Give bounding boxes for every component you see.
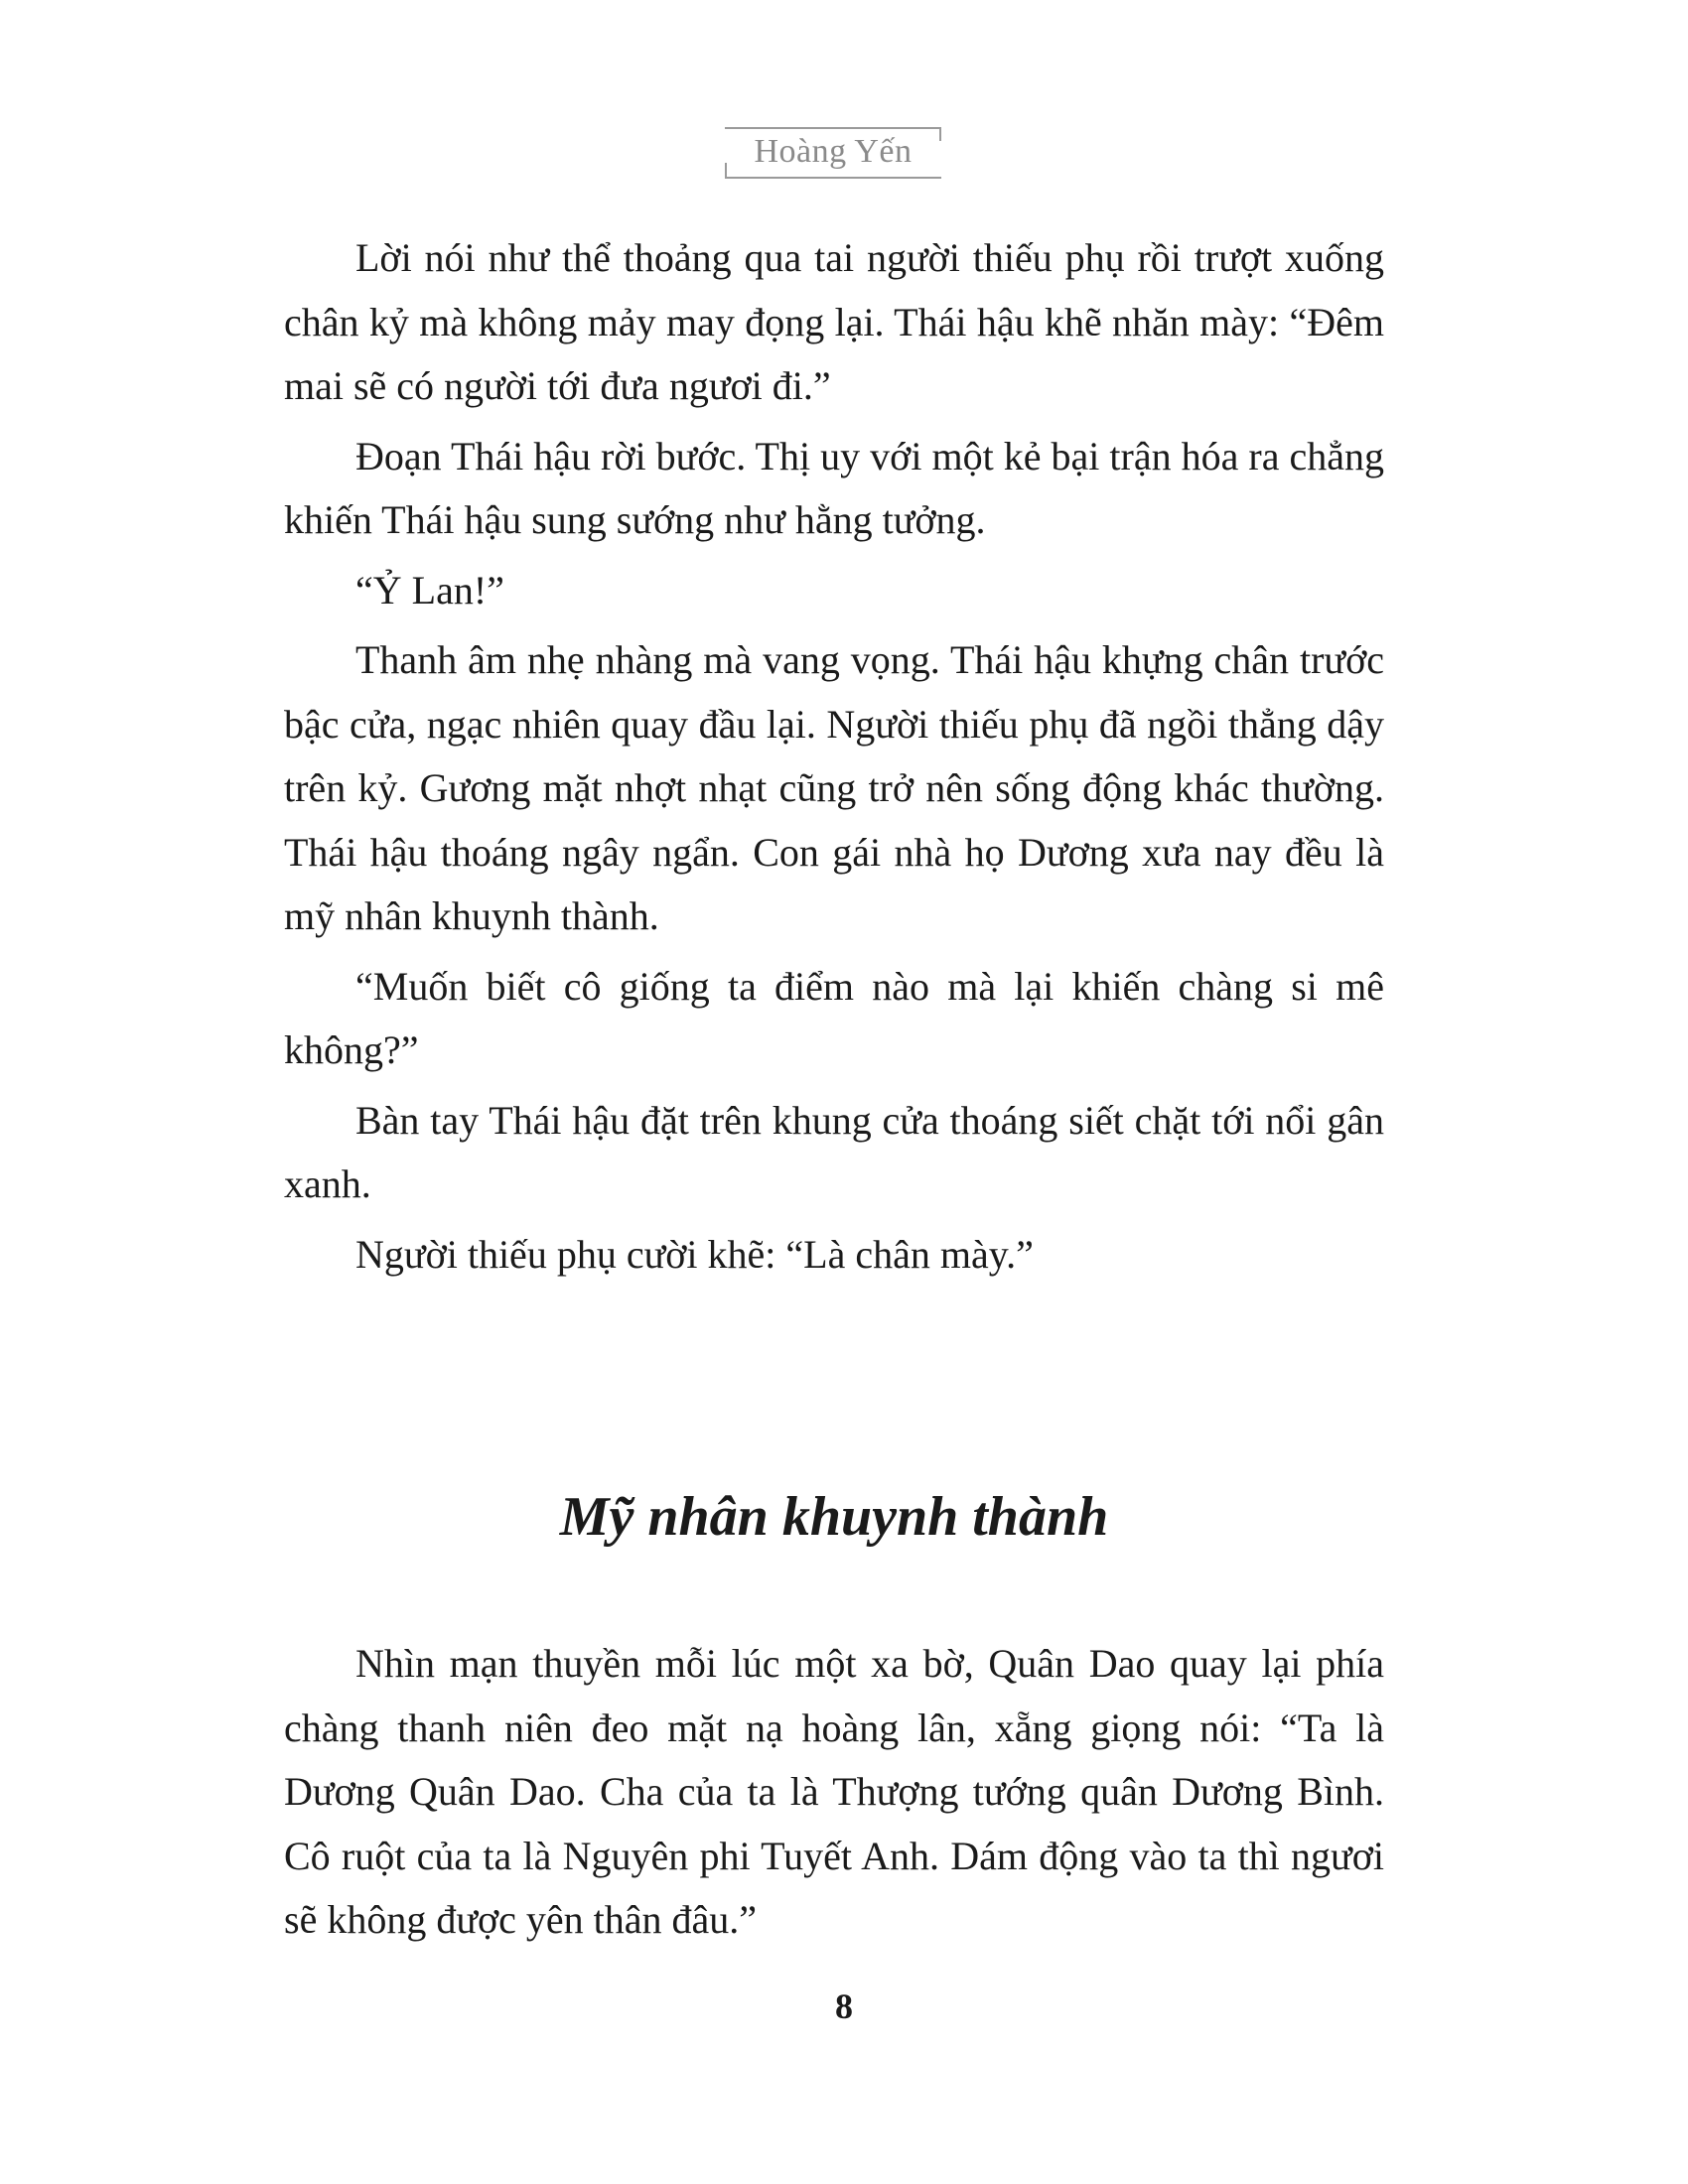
paragraph: Nhìn mạn thuyền mỗi lúc một xa bờ, Quân Dao quay lại phía chàng thanh niên đeo mặt nạ hoàng lân, xẵng giọng nói: “Ta là Dương Quân Dao. Cha của ta là Thượng tướng quân Dương Bình. Cô ruột của ta là Nguyên phi Tuyết Anh. Dám động vào ta thì ngươi sẽ không được yên thân đâu.”: [284, 1641, 1384, 1942]
header-rule-bottom: [725, 177, 941, 179]
running-header: [725, 119, 947, 181]
section-title: Mỹ nhân khuynh thành: [559, 1486, 1109, 1548]
paragraph: Lời nói như thể thoảng qua tai người thiếu phụ rồi trượt xuống chân kỷ mà không mảy may đọng lại. Thái hậu khẽ nhăn mày: “Đêm mai sẽ có người tới đưa ngươi đi.”: [284, 235, 1384, 408]
paragraph: “Ỷ Lan!”: [355, 567, 504, 613]
paragraph: Thanh âm nhẹ nhàng mà vang vọng. Thái hậu khựng chân trước bậc cửa, ngạc nhiên quay đầu lại. Người thiếu phụ đã ngồi thẳng dậy trên kỷ. Gương mặt nhợt nhạt cũng trở nên sống động khác thường. Thái hậu thoáng ngây ngẩn. Con gái nhà họ Dương xưa nay đều là mỹ nhân khuynh thành.: [284, 637, 1384, 938]
paragraph: Người thiếu phụ cười khẽ: “Là chân mày.”: [355, 1231, 1034, 1277]
running-title: Hoàng Yến: [754, 133, 913, 170]
paragraph: Bàn tay Thái hậu đặt trên khung cửa thoáng siết chặt tới nổi gân xanh.: [284, 1097, 1384, 1206]
paragraph: Đoạn Thái hậu rời bước. Thị uy với một kẻ bại trận hóa ra chẳng khiến Thái hậu sung sướng như hằng tưởng.: [284, 433, 1384, 542]
header-rule-top: [725, 127, 941, 129]
header-rule-tick-left: [725, 163, 727, 177]
body-text: [284, 226, 1384, 1287]
page-number: 8: [835, 1986, 853, 2026]
paragraph: “Muốn biết cô giống ta điểm nào mà lại khiến chàng si mê không?”: [284, 963, 1384, 1072]
section-body-text: [284, 1632, 1384, 1953]
